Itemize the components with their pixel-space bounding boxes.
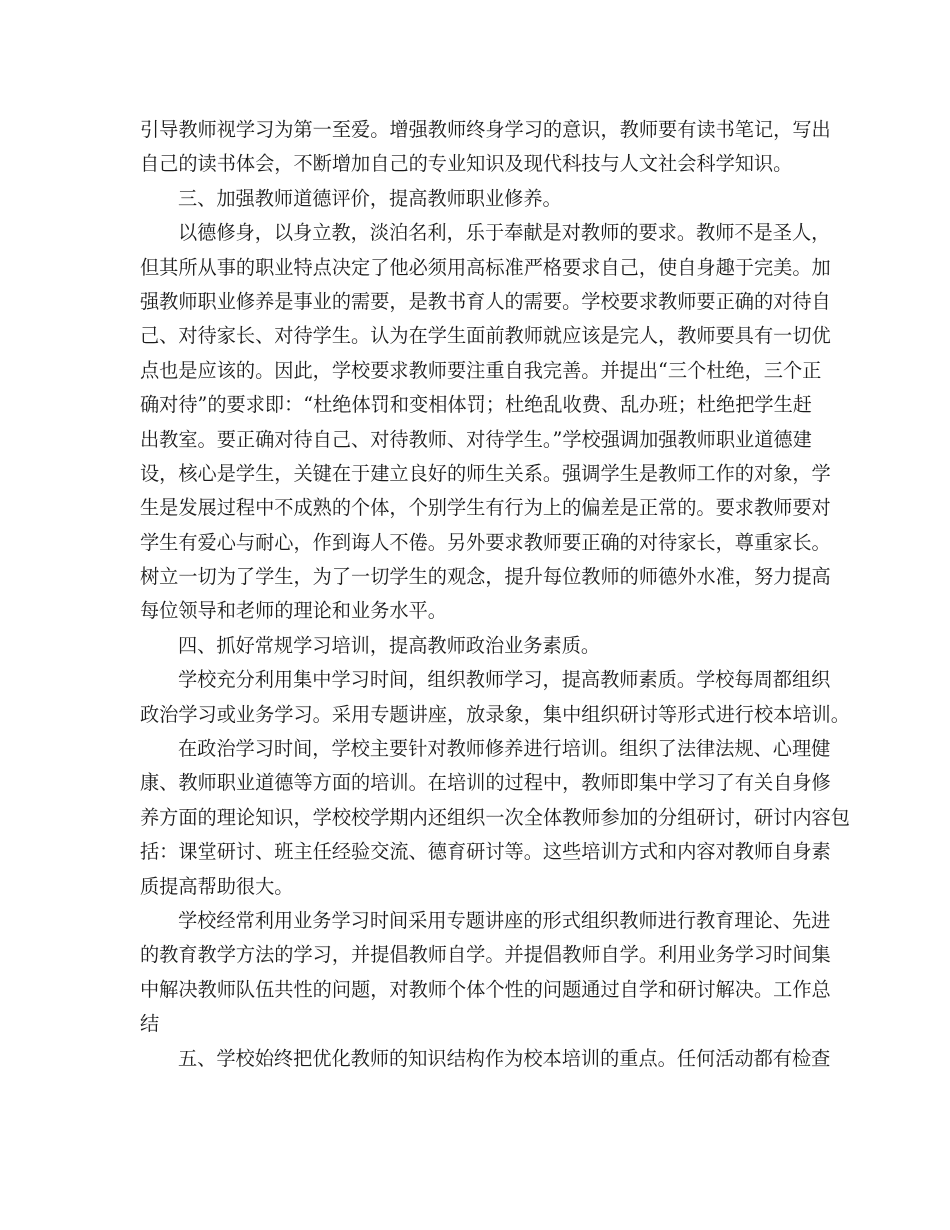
text-line: 养方面的理论知识，学校校学期内还组织一次全体教师参加的分组研讨，研讨内容包 xyxy=(140,805,850,829)
paragraph-5 xyxy=(140,663,850,732)
paragraph-3 xyxy=(140,216,831,629)
section-heading-4 xyxy=(140,629,820,663)
text-line: 每位领导和老师的理论和业务水平。 xyxy=(140,599,447,623)
text-line: 学生有爱心与耐心，作到诲人不倦。另外要求教师要正确的对待家长，尊重家长。 xyxy=(140,530,831,554)
text-line: 树立一切为了学生，为了一切学生的观念，提升每位教师的师德外水准，努力提高 xyxy=(140,565,831,589)
text-line: 确对待”的要求即：“杜绝体罚和变相体罚；杜绝乱收费、乱办班；杜绝把学生赶 xyxy=(140,393,812,417)
text-line: 自己的读书体会，不断增加自己的专业知识及现代科技与人文社会科学知识。 xyxy=(140,152,793,176)
text-line: 生是发展过程中不成熟的个体，个别学生有行为上的偏差是正常的。要求教师要对 xyxy=(140,496,831,520)
section-heading-5 xyxy=(140,1042,831,1076)
text-line: 引导教师视学习为第一至爱。增强教师终身学习的意识，教师要有读书笔记，写出 xyxy=(140,118,831,141)
text-line: 康、教师职业道德等方面的培训。在培训的过程中，教师即集中学习了有关自身修 xyxy=(140,771,831,795)
text-line: 政治学习或业务学习。采用专题讲座，放录象，集中组织研讨等形式进行校本培训。 xyxy=(140,702,850,726)
paragraph-6 xyxy=(140,732,850,904)
text-line: 括：课堂研讨、班主任经验交流、德育研讨等。这些培训方式和内容对教师自身素 xyxy=(140,840,831,864)
text-line: 出教室。要正确对待自己、对待教师、对待学生。”学校强调加强教师职业道德建 xyxy=(140,427,812,451)
document-page xyxy=(140,113,850,1076)
text-line: 的教育教学方法的学习，并提倡教师自学。并提倡教师自学。利用业务学习时间集 xyxy=(140,943,831,967)
text-line: 但其所从事的职业特点决定了他必须用高标准严格要求自己，使自身趣于完美。加 xyxy=(140,255,831,279)
text-line: 结 xyxy=(140,1012,160,1036)
text-line: 三、加强教师道德评价，提高教师职业修养。 xyxy=(178,186,562,210)
text-line: 四、抓好常规学习培训，提高教师政治业务素质。 xyxy=(178,633,601,657)
text-line: 己、对待家长、对待学生。认为在学生面前教师就应该是完人，教师要具有一切优 xyxy=(140,324,831,348)
text-line: 质提高帮助很大。 xyxy=(140,874,294,898)
paragraph-1 xyxy=(140,113,831,182)
text-line: 点也是应该的。因此，学校要求教师要注重自我完善。并提出“三个杜绝，三个正 xyxy=(140,358,822,382)
text-line: 学校经常利用业务学习时间采用专题讲座的形式组织教师进行教育理论、先进 xyxy=(178,908,831,932)
text-line: 强教师职业修养是事业的需要，是教书育人的需要。学校要求教师要正确的对待自 xyxy=(140,289,831,313)
text-line: 在政治学习时间，学校主要针对教师修养进行培训。组织了法律法规、心理健 xyxy=(178,737,831,761)
text-line: 设，核心是学生，关键在于建立良好的师生关系。强调学生是教师工作的对象，学 xyxy=(140,461,831,485)
text-line: 学校充分利用集中学习时间，组织教师学习，提高教师素质。学校每周都组织 xyxy=(178,668,831,692)
paragraph-7 xyxy=(140,904,831,1042)
text-line: 中解决教师队伍共性的问题，对教师个体个性的问题通过自学和研讨解决。工作总 xyxy=(140,977,831,1001)
text-line: 以德修身，以身立教，淡泊名利，乐于奉献是对教师的要求。教师不是圣人， xyxy=(178,221,831,245)
text-line: 五、学校始终把优化教师的知识结构作为校本培训的重点。任何活动都有检查 xyxy=(178,1046,831,1070)
section-heading-3 xyxy=(140,182,820,216)
